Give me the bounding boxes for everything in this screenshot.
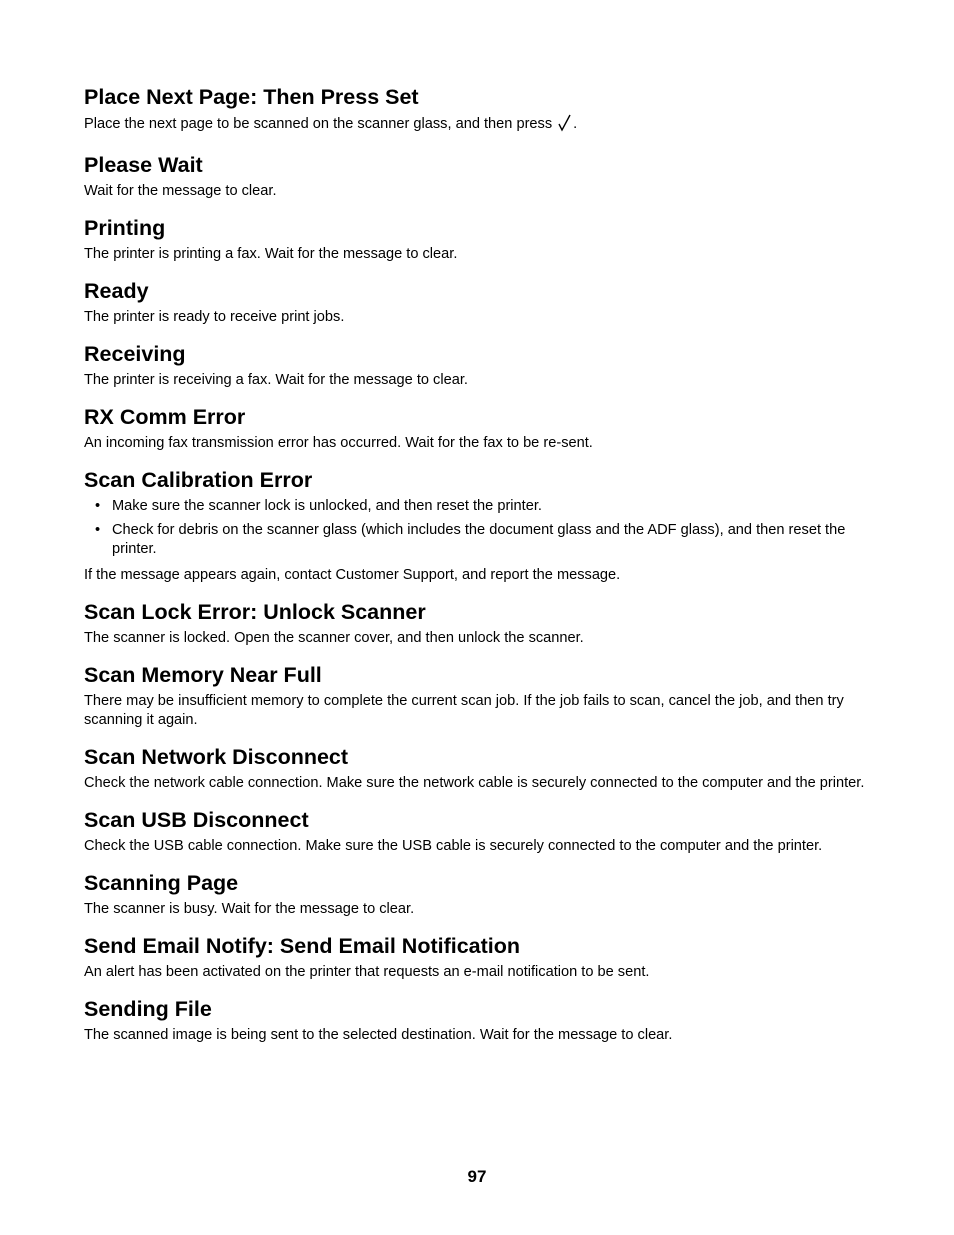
- section-please-wait: [84, 152, 874, 201]
- page-number: 97: [467, 1167, 487, 1186]
- section-ready: [84, 278, 874, 327]
- section-description: Check the USB cable connection. Make sure the USB cable is securely connected to the computer and the printer.: [84, 838, 823, 854]
- checkmark-icon: [558, 114, 572, 138]
- section-scan-calibration-error: [84, 467, 874, 585]
- section-description: The printer is ready to receive print jobs.: [84, 309, 345, 325]
- section-heading: Sending File: [84, 997, 212, 1021]
- description-text-end: .: [573, 116, 578, 132]
- section-send-email-notify: [84, 933, 874, 982]
- section-receiving: [84, 341, 874, 390]
- section-description: The scanner is locked. Open the scanner cover, and then unlock the scanner.: [84, 630, 584, 646]
- bullet-icon: •: [95, 522, 101, 538]
- section-heading: Ready: [84, 279, 149, 303]
- section-printing: [84, 215, 874, 264]
- section-description: The scanner is busy. Wait for the message to clear.: [84, 901, 415, 917]
- section-description: An alert has been activated on the printer that requests an e-mail notification to be sent.: [84, 964, 650, 980]
- section-description: The printer is printing a fax. Wait for the message to clear.: [84, 246, 458, 262]
- section-heading: Printing: [84, 216, 166, 240]
- section-heading: Scan Network Disconnect: [84, 745, 349, 769]
- section-heading: Scan Memory Near Full: [84, 663, 322, 687]
- section-description: The scanned image is being sent to the selected destination. Wait for the message to clear.: [84, 1027, 673, 1043]
- section-heading: Scanning Page: [84, 871, 239, 895]
- section-scan-usb-disconnect: [84, 807, 874, 856]
- section-description: The printer is receiving a fax. Wait for the message to clear.: [84, 372, 468, 388]
- section-scan-network-disconnect: [84, 744, 874, 793]
- section-description: Check the network cable connection. Make sure the network cable is securely connected to the computer and the printer.: [84, 775, 865, 791]
- bullet-list: [84, 497, 874, 559]
- list-item: [84, 521, 874, 559]
- section-place-next-page: [84, 84, 874, 138]
- section-heading: Scan USB Disconnect: [84, 808, 309, 832]
- section-description: [84, 114, 874, 138]
- section-heading: Please Wait: [84, 153, 203, 177]
- section-scanning-page: [84, 870, 874, 919]
- description-text: Place the next page to be scanned on the scanner glass, and then press: [84, 116, 553, 132]
- section-heading: Scan Calibration Error: [84, 468, 313, 492]
- section-description: Wait for the message to clear.: [84, 183, 277, 199]
- section-heading: Place Next Page: Then Press Set: [84, 85, 419, 109]
- section-heading: Scan Lock Error: Unlock Scanner: [84, 600, 426, 624]
- section-rx-comm-error: [84, 404, 874, 453]
- section-sending-file: [84, 996, 874, 1045]
- section-heading: Send Email Notify: Send Email Notification: [84, 934, 521, 958]
- section-description: If the message appears again, contact Customer Support, and report the message.: [84, 567, 621, 583]
- bullet-icon: •: [95, 498, 101, 514]
- section-heading: RX Comm Error: [84, 405, 246, 429]
- document-body: [84, 84, 874, 1045]
- section-description: There may be insufficient memory to complete the current scan job. If the job fails to scan, cancel the job, and then try scanning it again.: [84, 693, 844, 728]
- list-item-text: Check for debris on the scanner glass (which includes the document glass and the ADF glass), and then reset the printer.: [112, 522, 846, 557]
- section-scan-memory-near-full: [84, 662, 874, 730]
- section-heading: Receiving: [84, 342, 186, 366]
- list-item-text: Make sure the scanner lock is unlocked, and then reset the printer.: [112, 498, 542, 514]
- section-scan-lock-error: [84, 599, 874, 648]
- list-item: [84, 497, 874, 516]
- section-description: An incoming fax transmission error has occurred. Wait for the fax to be re-sent.: [84, 435, 593, 451]
